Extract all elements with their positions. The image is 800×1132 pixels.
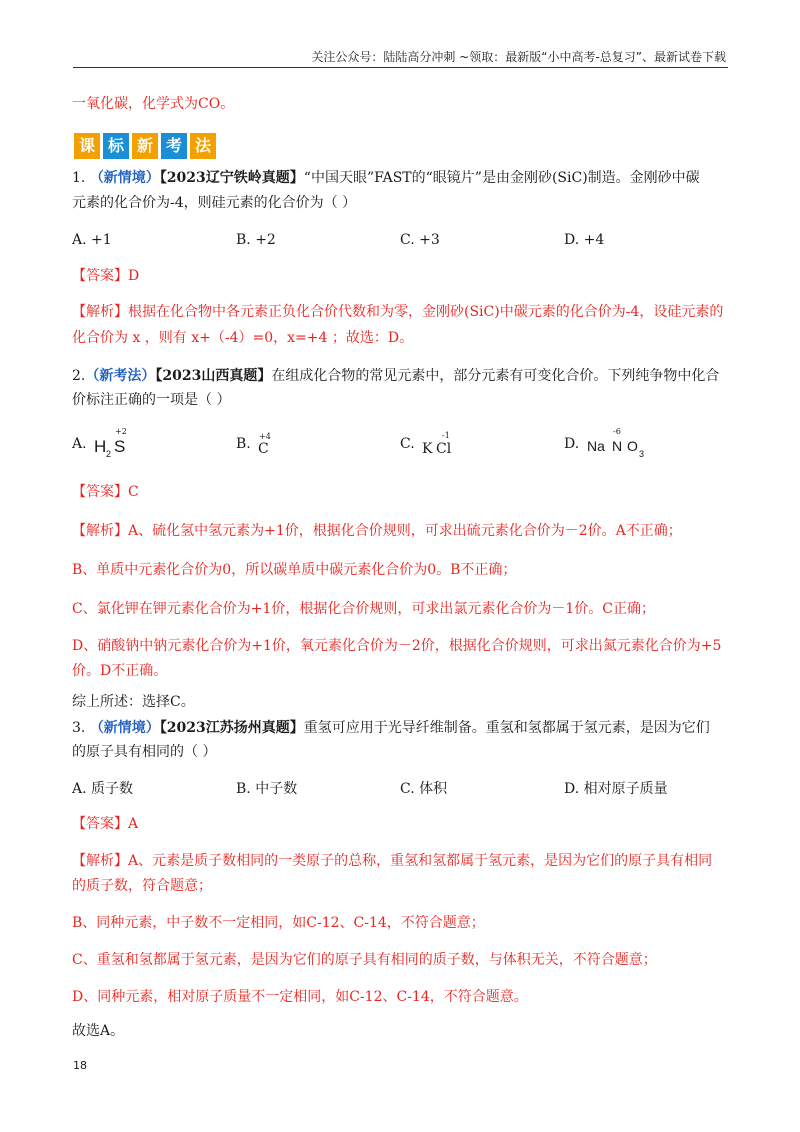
badge-char: 考 [161,133,187,159]
q3-number: 3. [72,720,86,736]
q1-source: 【2023辽宁铁岭真题】 [159,170,304,186]
q3-stem-text: 重氢可应用于光导纤维制备。重氢和氢都属于氢元素，是因为它们 [303,720,710,736]
q2-stem-line2: 价标注正确的一项是（ ） [72,392,231,408]
q2-source: 【2023山西真题】 [155,368,272,384]
q2-option-d-sub: 3 [639,449,645,459]
q1-number: 1. [72,170,86,186]
q1-stem-line1 [72,168,700,188]
q1-stem-text: “中国天眼”FAST的“眼镜片”是由金刚砂(SiC)制造。金刚砂中碳 [303,170,700,186]
intro-text: 一氧化碳，化学式为CO。 [72,96,235,112]
q3-tag: （新情境） [89,720,160,736]
q3-analysis-line: C、重氢和氢都属于氢元素，是因为它们的原子具有相同的质子数，与体积无关，不符合题意； [72,952,657,968]
q3-option-b: B. 中子数 [236,781,298,797]
badge-char: 标 [103,133,129,159]
q1-stem-line2: 元素的化合价为-4，则硅元素的化合价为（ ） [72,195,357,211]
q2-tag: （新考法） [85,368,156,384]
q2-option-c-cl: Cl [436,441,452,457]
q2-option-c-k: K [422,441,433,457]
q2-option-c-valence: -1 [442,431,450,440]
q1-option-c: C. +3 [400,232,440,248]
q3-summary: 故选A。 [72,1023,125,1039]
page-header: 关注公众号：陆陆高分冲刺 ~领取：最新版“小中高考-总复习”、最新试卷下载 [311,50,726,64]
header-divider [73,67,728,68]
q2-analysis-line: 【解析】A、硫化氢中氢元素为+1价，根据化合价规则，可求出硫元素化合价为－2价。A不正确； [72,523,682,539]
q3-analysis-line: 【解析】A、元素是质子数相同的一类原子的总称，重氢和氢都属于氢元素，是因为它们的原子具有相同 [72,853,713,869]
q2-option-b-label: B. [236,436,251,452]
q2-option-b-valence: +4 [259,432,271,441]
q3-analysis-line: D、同种元素，相对原子质量不一定相同，如C-12、C-14，不符合题意。 [72,989,528,1005]
badge-char: 新 [132,133,158,159]
q3-analysis-line: B、同种元素，中子数不一定相同，如C-12、C-14，不符合题意； [72,915,485,931]
q3-stem-line2: 的原子具有相同的（ ） [72,744,217,760]
q2-summary: 综上所述：选择C。 [72,694,195,710]
q1-option-d: D. +4 [564,232,605,248]
q3-answer: 【答案】A [72,816,139,832]
q2-option-a-s: S [114,437,126,456]
q2-option-b-element: C [258,441,269,457]
q2-analysis-line: D、硝酸钠中钠元素化合价为+1价，氧元素化合价为－2价，根据化合价规则，可求出氮元素化合价为+5 [72,638,722,654]
q2-option-d-na: Na [587,438,605,454]
q2-stem-text: 在组成化合物的常见元素中，部分元素有可变化合价。下列纯争物中化合 [271,368,720,384]
q1-analysis-line2: 化合价为 x ，则有 x+（-4）=0，x=+4 ；故选：D。 [72,330,414,346]
q3-option-d: D. 相对原子质量 [564,781,668,797]
badge-char: 法 [190,133,216,159]
q3-option-c: C. 体积 [400,781,448,797]
q1-analysis-line1: 【解析】根据在化合物中各元素正负化合价代数和为零，金刚砂(SiC)中碳元素的化合价为-4，设硅元素的 [72,304,724,320]
q2-option-c-label: C. [400,436,415,452]
q2-option-a-sub: 2 [106,449,112,459]
q2-stem-line1 [72,366,719,386]
q2-option-d-n: N [612,438,623,454]
q2-analysis-line: B、单质中元素化合价为0，所以碳单质中碳元素化合价为0。B不正确； [72,562,517,578]
q1-option-b: B. +2 [236,232,276,248]
section-badge [74,133,216,159]
q3-analysis-line: 的质子数，符合题意； [72,878,212,894]
page-number: 18 [73,1059,87,1072]
q1-option-a: A. +1 [72,232,112,248]
q2-option-d-o: O [627,438,638,454]
q3-stem-line1 [72,718,710,738]
q2-answer: 【答案】C [72,484,139,500]
q2-option-d-valence: -6 [613,427,621,436]
q2-number: 2. [72,368,86,384]
q3-source: 【2023江苏扬州真题】 [159,720,304,736]
q2-option-a-valence: +2 [115,427,127,436]
q3-option-a: A. 质子数 [72,781,134,797]
q2-analysis-line: C、氯化钾在钾元素化合价为+1价，根据化合价规则，可求出氯元素化合价为－1价。C正确； [72,601,655,617]
q2-option-a-h: H [94,437,107,456]
q2-analysis-line: 价。D不正确。 [72,663,168,679]
badge-char: 课 [74,133,100,159]
q1-tag: （新情境） [89,170,160,186]
q1-answer: 【答案】D [72,268,140,284]
q2-option-a-label: A. [72,436,87,452]
q2-option-d-label: D. [564,436,580,452]
